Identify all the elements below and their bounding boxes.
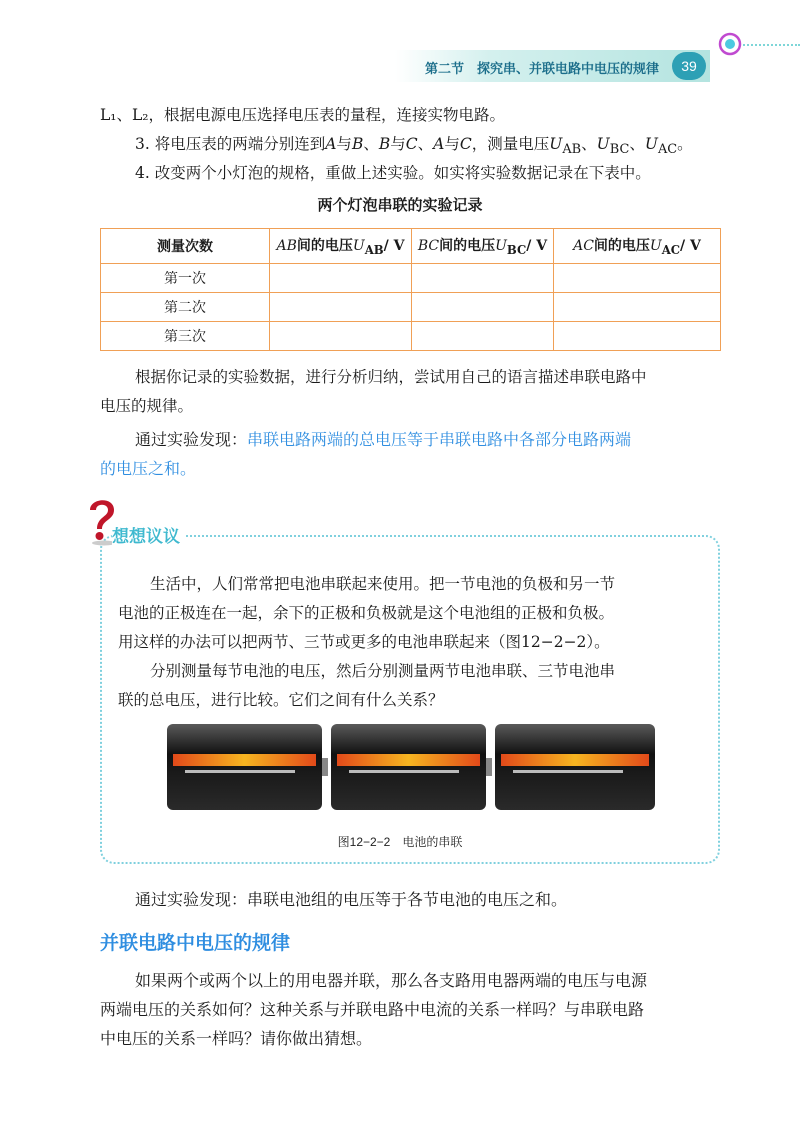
table-header-cell: AB间的电压$U_{AB}/$ V [270, 229, 412, 264]
table-cell [554, 293, 721, 322]
table-cell [270, 293, 412, 322]
battery-1 [167, 724, 328, 810]
table-cell [412, 293, 554, 322]
table-title: 两个灯泡串联的实验记录 [317, 196, 483, 214]
table-cell [270, 264, 412, 293]
analysis-line: 根据你记录的实验数据，进行分析归纳，尝试用自己的语言描述串联电路中 [135, 368, 647, 386]
finding-highlight: 串联电路两端的总电压等于串联电路中各部分电路两端 [247, 430, 632, 449]
think-text: 电池的正极连在一起，余下的正极和负极就是这个电池组的正极和负极。 [118, 604, 615, 622]
body-line: 两端电压的关系如何？这种关系与并联电路中电流的关系一样吗？与串联电路 [100, 1000, 645, 1019]
experiment-record-table [100, 228, 721, 351]
series-batteries-figure [165, 720, 658, 816]
finding-highlight: 的电压之和。 [100, 459, 197, 478]
finding-line: 通过实验发现：串联电池组的电压等于各节电池的电压之和。 [135, 890, 568, 909]
section-heading: 并联电路中电压的规律 [100, 932, 291, 954]
think-text: 联的总电压，进行比较。它们之间有什么关系？ [118, 691, 444, 709]
body-line: 中电压的关系一样吗？请你做出猜想。 [100, 1029, 373, 1048]
finding-prefix: 通过实验发现： [135, 430, 248, 449]
table-cell [554, 322, 721, 351]
table-row [101, 264, 721, 293]
battery-2 [331, 724, 492, 810]
row-label: 第一次 [101, 264, 270, 293]
analysis-line: 电压的规律。 [100, 397, 194, 415]
intro-line: L₁、L₂，根据电源电压选择电压表的量程，连接实物电路。 [100, 106, 506, 124]
page-number: 39 [672, 52, 706, 80]
step-4: 4. 改变两个小灯泡的规格，重做上述实验。如实将实验数据记录在下表中。 [135, 164, 651, 182]
finding-line [135, 425, 631, 454]
row-label: 第二次 [101, 293, 270, 322]
think-text: 生活中，人们常常把电池串联起来使用。把一节电池的负极和另一节 [150, 575, 616, 593]
table-row [101, 322, 721, 351]
table-header-row [101, 229, 721, 264]
think-heading: 想想议议 [112, 522, 186, 547]
table-cell [412, 264, 554, 293]
table-cell [412, 322, 554, 351]
table-header-cell: 测量次数 [101, 229, 270, 264]
section-title: 第二节 探究串、并联电路中电压的规律 [425, 61, 660, 76]
think-text: 用这样的办法可以把两节、三节或更多的电池串联起来（图12−2−2）。 [118, 633, 610, 651]
step-3: 3. 将电压表的两端分别连到A与B、B与C、A与C，测量电压$U_{AB}$、$U_{BC}$、$U_{AC}$。 [135, 135, 693, 158]
target-circle-icon [718, 32, 742, 56]
battery-3 [495, 724, 655, 810]
table-cell [554, 264, 721, 293]
row-label: 第三次 [101, 322, 270, 351]
figure-caption: 图12−2−2 电池的串联 [337, 835, 463, 849]
table-row [101, 293, 721, 322]
table-cell [270, 322, 412, 351]
table-header-cell: AC间的电压$U_{AC}/$ V [554, 229, 721, 264]
table-header-cell: BC间的电压$U_{BC}/$ V [412, 229, 554, 264]
think-text: 分别测量每节电池的电压，然后分别测量两节电池串联、三节电池串 [150, 662, 616, 680]
body-line: 如果两个或两个以上的用电器并联，那么各支路用电器两端的电压与电源 [135, 971, 648, 990]
